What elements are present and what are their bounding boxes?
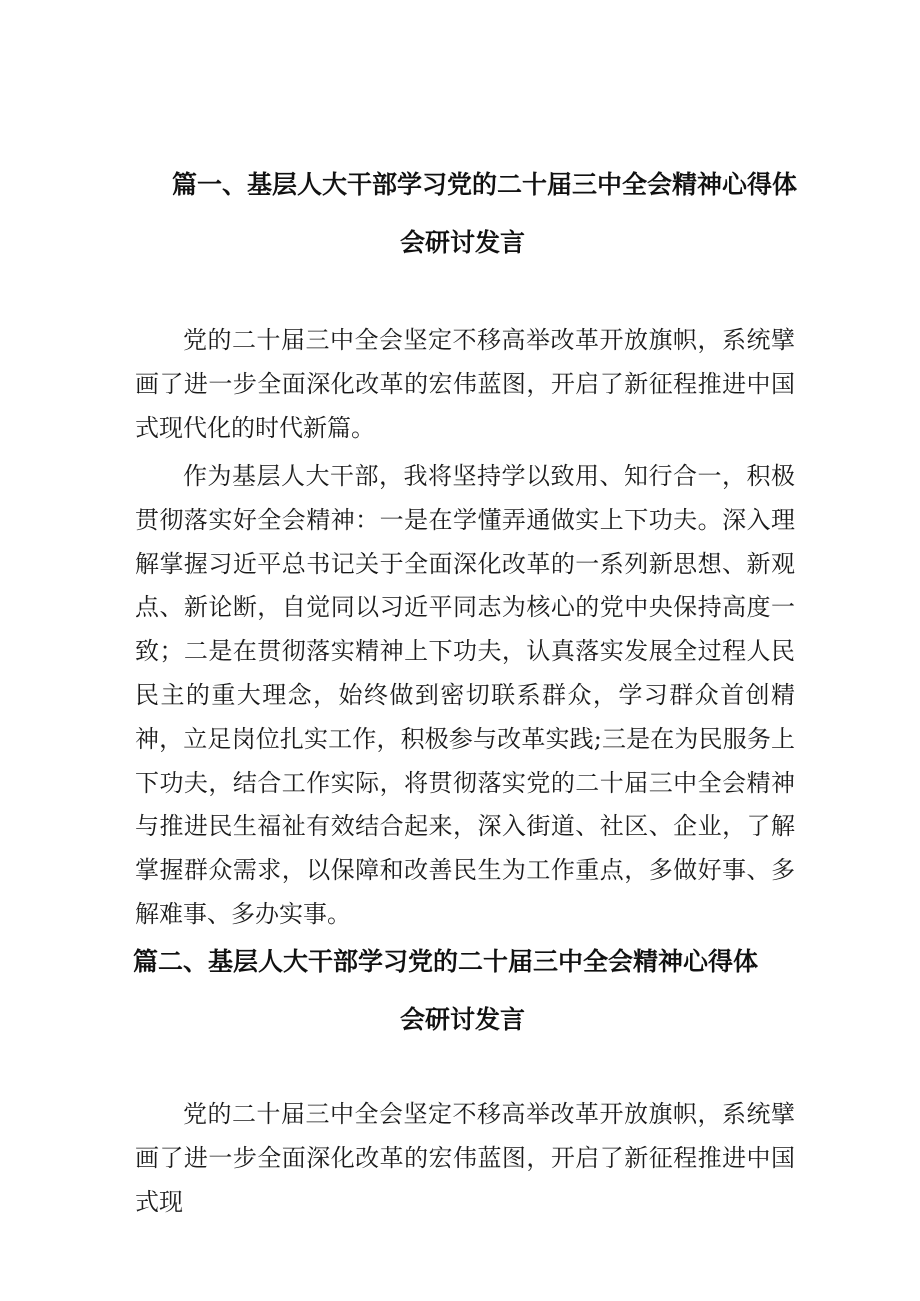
- section-2-paragraph-1: 党的二十届三中全会坚定不移高举改革开放旗帜，系统擘画了进一步全面深化改革的宏伟蓝图，开启了新征程推进中国式现: [135, 1100, 795, 1216]
- section-1-title-line-1: 篇一、基层人大干部学习党的二十届三中全会精神心得体: [172, 170, 798, 199]
- section-1-title-line-2: 会研讨发言: [400, 228, 526, 257]
- section-2-title-line-2: 会研讨发言: [400, 1005, 526, 1034]
- section-1-paragraph-1: 党的二十届三中全会坚定不移高举改革开放旗帜，系统擘画了进一步全面深化改革的宏伟蓝图，开启了新征程推进中国式现代化的时代新篇。: [135, 326, 795, 442]
- section-2-title-line-1: 篇二、基层人大干部学习党的二十届三中全会精神心得体: [133, 947, 759, 976]
- section-1-paragraph-2: 作为基层人大干部，我将坚持学以致用、知行合一，积极贯彻落实好全会精神：一是在学懂弄通做实上下功夫。深入理解掌握习近平总书记关于全面深化改革的一系列新思想、新观点、新论断，自觉同以习近平同志为核心的党中央保持高度一致；二是在贯彻落实精神上下功夫，认真落实发展全过程人民民主的重大理念，始终做到密切联系群众，学习群众首创精神，立足岗位扎实工作，积极参与改革实践;三是在为民服务上下功夫，结合工作实际，将贯彻落实党的二十届三中全会精神与推进民生福祉有效结合起来，深入街道、社区、企业，了解掌握群众需求，以保障和改善民生为工作重点，多做好事、多解难事、多办实事。: [135, 462, 795, 928]
